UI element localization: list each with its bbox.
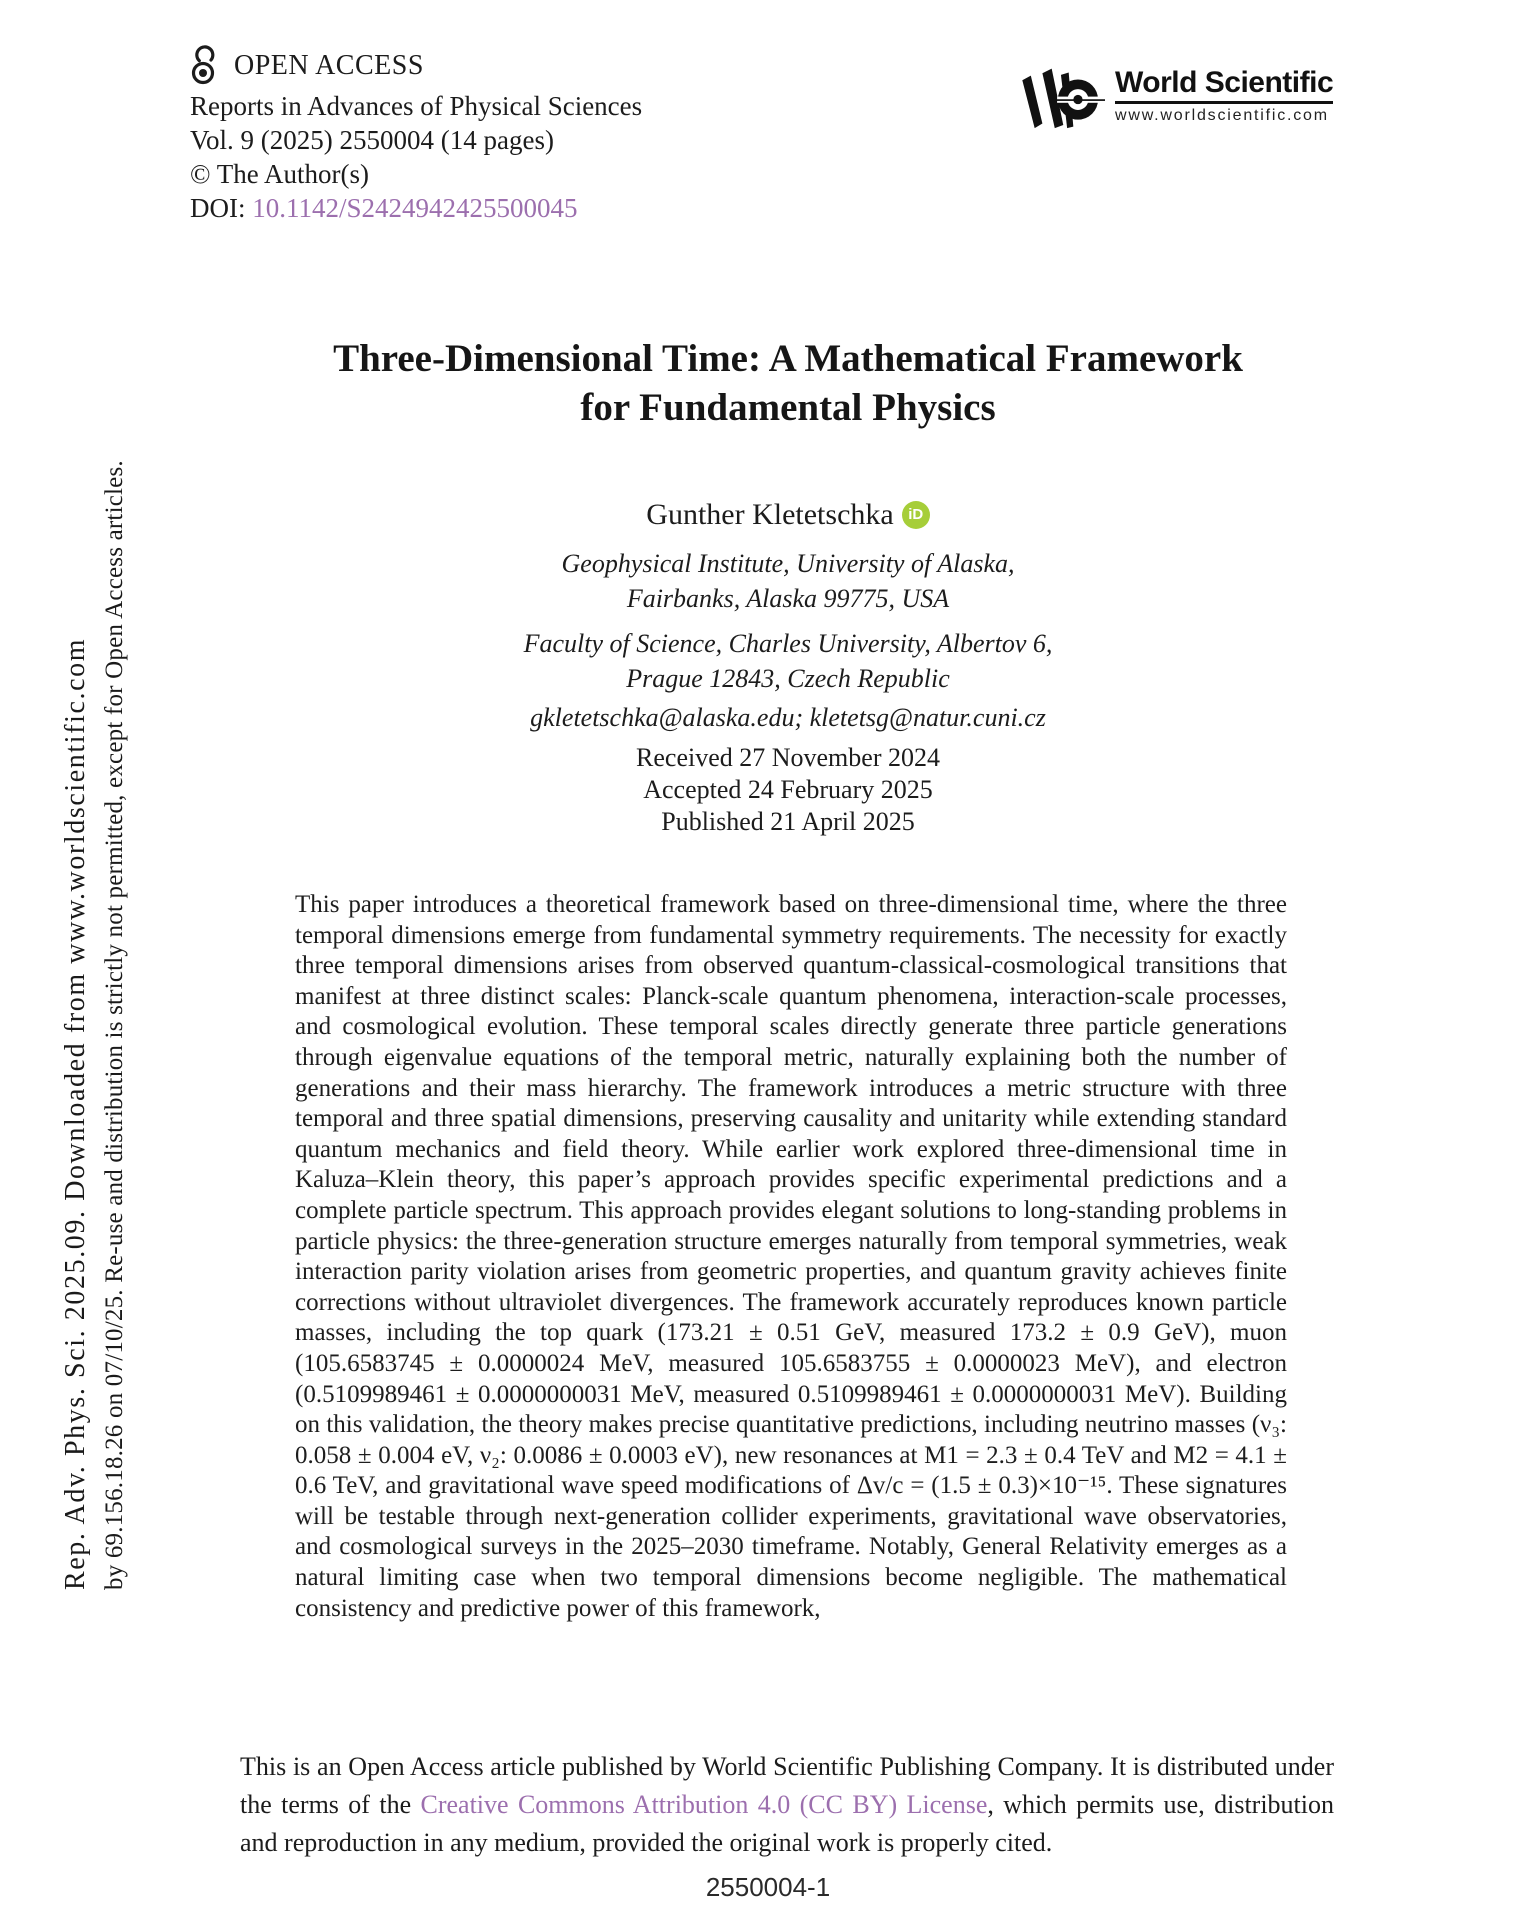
accepted-date: Accepted 24 February 2025 [643,775,933,804]
doi-label: DOI: [190,193,253,223]
stamp-line-2: by 69.156.18.26 on 07/10/25. Re-use and distribution is strictly not permitted, except for Open Access articles. [101,460,128,1590]
world-scientific-logo-icon [1020,54,1105,142]
license-text-before: This is an Open Access article published by World Scientific Publishing Company. It is distributed under the terms of the [240,1752,1334,1819]
publisher-logo [1020,54,1333,142]
stamp-line-1: Rep. Adv. Phys. Sci. 2025.09. Downloaded from www.worldscientific.com [60,637,91,1590]
volume-info: Vol. 9 (2025) 2550004 (14 pages) [190,125,554,155]
author-block [273,498,1303,733]
title-line-2: for Fundamental Physics [580,386,996,429]
author-name: Gunther Kletetschka [646,498,894,531]
license-note [240,1748,1334,1862]
publisher-name: World Scientific [1115,66,1334,99]
license-text-after: , which permits use, distribution and reproduction in any medium, provided the original work is properly cited. [240,1790,1334,1857]
author-emails: gkletetschka@alaska.edu; kletetsg@natur.cuni.cz [530,703,1046,732]
open-access-lock-icon [190,44,224,86]
download-stamp [56,378,136,1590]
journal-name: Reports in Advances of Physical Sciences [190,91,643,121]
abstract-text: This paper introduces a theoretical framework based on three-dimensional time, where the three temporal dimensions emerge from fundamental symmetry requirements. The necessity for exactly three temporal dimensions arises from observed quantum-classical-cosmological transitions that manifest at three distinct scales: Planck-scale quantum phenomena, interaction-scale processes, and cosmological evolution. These temporal scales directly generate three particle generations through eigenvalue equations of the temporal metric, naturally explaining both the number of generations and their mass hierarchy. The framework introduces a metric structure with three temporal and three spatial dimensions, preserving causality and unitarity while extending standard quantum mechanics and field theory. While earlier work explored three-dimensional time in Kaluza–Klein theory, this paper’s approach provides specific experimental predictions and a complete particle spectrum. This approach provides elegant solutions to long-standing problems in particle physics: the three-generation structure emerges naturally from temporal symmetries, weak interaction parity violation arises from geometric properties, and quantum gravity achieves finite corrections without ultraviolet divergences. The framework accurately reproduces known particle masses, including the top quark (173.21 ± 0.51 GeV, measured 173.2 ± 0.9 GeV), muon (105.6583745 ± 0.0000024 MeV, measured 105.6583755 ± 0.0000023 MeV), and electron (0.5109989461 ± 0.0000000031 MeV, measured 0.5109989461 ± 0.0000000031 MeV). Building on this validation, the theory makes precise quantitative predictions, including neutrino masses (ν₃: 0.058 ± 0.004 eV, ν₂: 0.0086 ± 0.0003 eV), new resonances at M1 = 2.3 ± 0.4 TeV and M2 = 4.1 ± 0.6 TeV, and gravitational wave speed modifications of Δv/c = (1.5 ± 0.3)×10⁻¹⁵. These signatures will be testable through next-generation collider experiments, gravitational wave observatories, and cosmological surveys in the 2025–2030 timeframe. Notably, General Relativity emerges as a natural limiting case when two temporal dimensions become negligible. The mathematical consistency and predictive power of this framework, [295,891,1287,1622]
article-header [190,44,642,225]
affiliation-1-line-2: Fairbanks, Alaska 99775, USA [626,584,950,613]
page-title [273,334,1303,432]
affiliation-1-line-1: Geophysical Institute, University of Alaska, [561,549,1015,578]
orcid-icon[interactable]: iD [902,501,930,529]
logo-rule [1115,101,1333,104]
published-date: Published 21 April 2025 [661,807,915,836]
doi-link[interactable]: 10.1142/S2424942425500045 [252,193,578,223]
page-number: 2550004-1 [705,1872,831,1902]
title-line-1: Three-Dimensional Time: A Mathematical Framework [333,337,1243,380]
copyright-notice: © The Author(s) [190,159,369,189]
received-date: Received 27 November 2024 [636,743,940,772]
cc-by-license-link[interactable]: Creative Commons Attribution 4.0 (CC BY) License [420,1790,988,1819]
article-dates [273,742,1303,838]
affiliation-2-line-1: Faculty of Science, Charles University, Albertov 6, [523,629,1053,658]
affiliation-2-line-2: Prague 12843, Czech Republic [626,664,950,693]
publisher-url: www.worldscientific.com [1115,107,1329,124]
open-access-label: OPEN ACCESS [234,49,424,81]
